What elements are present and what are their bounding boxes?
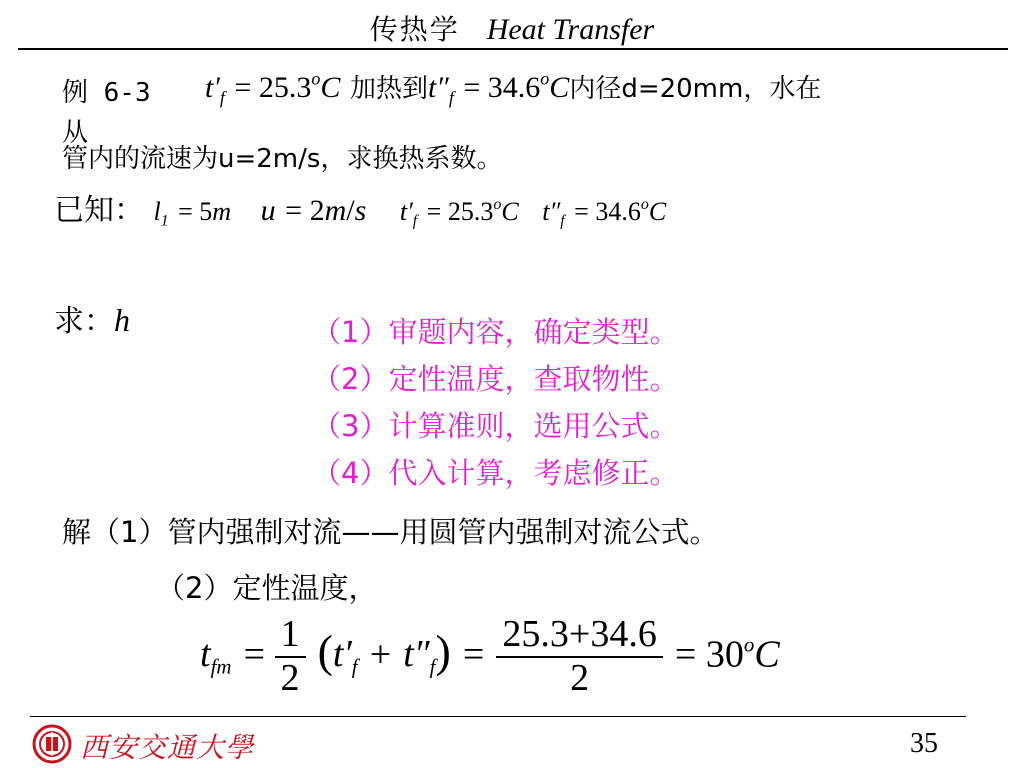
page-header — [0, 8, 1024, 48]
step-1: （1）审题内容，确定类型。 — [312, 315, 679, 349]
t-out-value: 34.6 — [487, 71, 541, 104]
step-4: （4）代入计算，考虑修正。 — [312, 456, 679, 490]
result-value: 30 — [705, 633, 744, 676]
step-3: （3）计算准则，选用公式。 — [312, 409, 679, 443]
formula-t-out: $t''_f$ — [403, 633, 436, 679]
tfm-symbol: $t_{fm}$ — [200, 633, 232, 679]
frac-sum: $\frac{25.3+34.6}{2}$ — [496, 614, 662, 700]
example-line-1-formula: $t'_f = 25.3^oC$ 加热到$t''_f = 34.6^oC$内径d=20mm，水在 — [205, 68, 822, 108]
known-t-in-symbol: $t'_f$ — [399, 197, 418, 230]
t-in-symbol: $t'_f$ — [205, 71, 225, 108]
header-title-cn: 传热学 — [369, 13, 460, 46]
example-tail-text: 内径d=20mm，水在 — [569, 74, 822, 104]
university-name: 西安交通大學 — [80, 731, 255, 764]
header-title-en: Heat Transfer — [486, 13, 655, 46]
t-in-value: 25.3 — [258, 71, 312, 104]
page-number: 35 — [910, 728, 938, 759]
footer-rule — [30, 716, 966, 717]
known-t-out-symbol: $t''_f$ — [542, 197, 565, 230]
known-line: 已知： $l_1 = 5m$ u = 2m/s $t'_f = 25.3^oC$ $t''_f = 34.6^oC$ — [54, 193, 667, 230]
formula-t-in: $t'_f$ — [332, 633, 358, 679]
u-symbol: u — [260, 194, 276, 227]
known-t-out-value: 34.6 — [595, 197, 641, 226]
step-2: （2）定性温度，查取物性。 — [312, 362, 679, 396]
find-label: 求： — [54, 304, 114, 339]
u-value: 2 — [309, 194, 325, 227]
h-symbol: h — [114, 302, 130, 338]
university-logo — [32, 724, 72, 768]
example-label-cont: 从 — [62, 118, 89, 148]
university-seal-icon — [32, 724, 72, 764]
l-symbol: $l_1$ — [153, 197, 169, 230]
known-t-in-value: 25.3 — [447, 197, 494, 226]
example-line-2: 管内的流速为u=2m/s，求换热系数。 — [62, 144, 503, 174]
frac-half: $\frac{1}{2}$ — [275, 614, 306, 700]
example-label: 例 6-3 — [62, 78, 151, 108]
solution-line-1: 解（1）管内强制对流——用圆管内强制对流公式。 — [62, 515, 719, 549]
t-out-symbol: $t''_f$ — [427, 71, 454, 108]
known-label: 已知： — [54, 193, 144, 228]
find-line — [54, 296, 130, 340]
example-line-1 — [62, 72, 151, 109]
solution-line-2: （2）定性温度， — [156, 571, 378, 605]
example-mid-text: 加热到 — [349, 74, 428, 104]
tfm-formula: $t_{fm}$ = $\frac{1}{2}$ $(t'_f + t''_f)$ = $\frac{25.3+34.6}{2}$ = $30^oC$ — [200, 613, 780, 699]
l-value: 5 — [199, 197, 213, 226]
header-rule — [18, 48, 1008, 50]
